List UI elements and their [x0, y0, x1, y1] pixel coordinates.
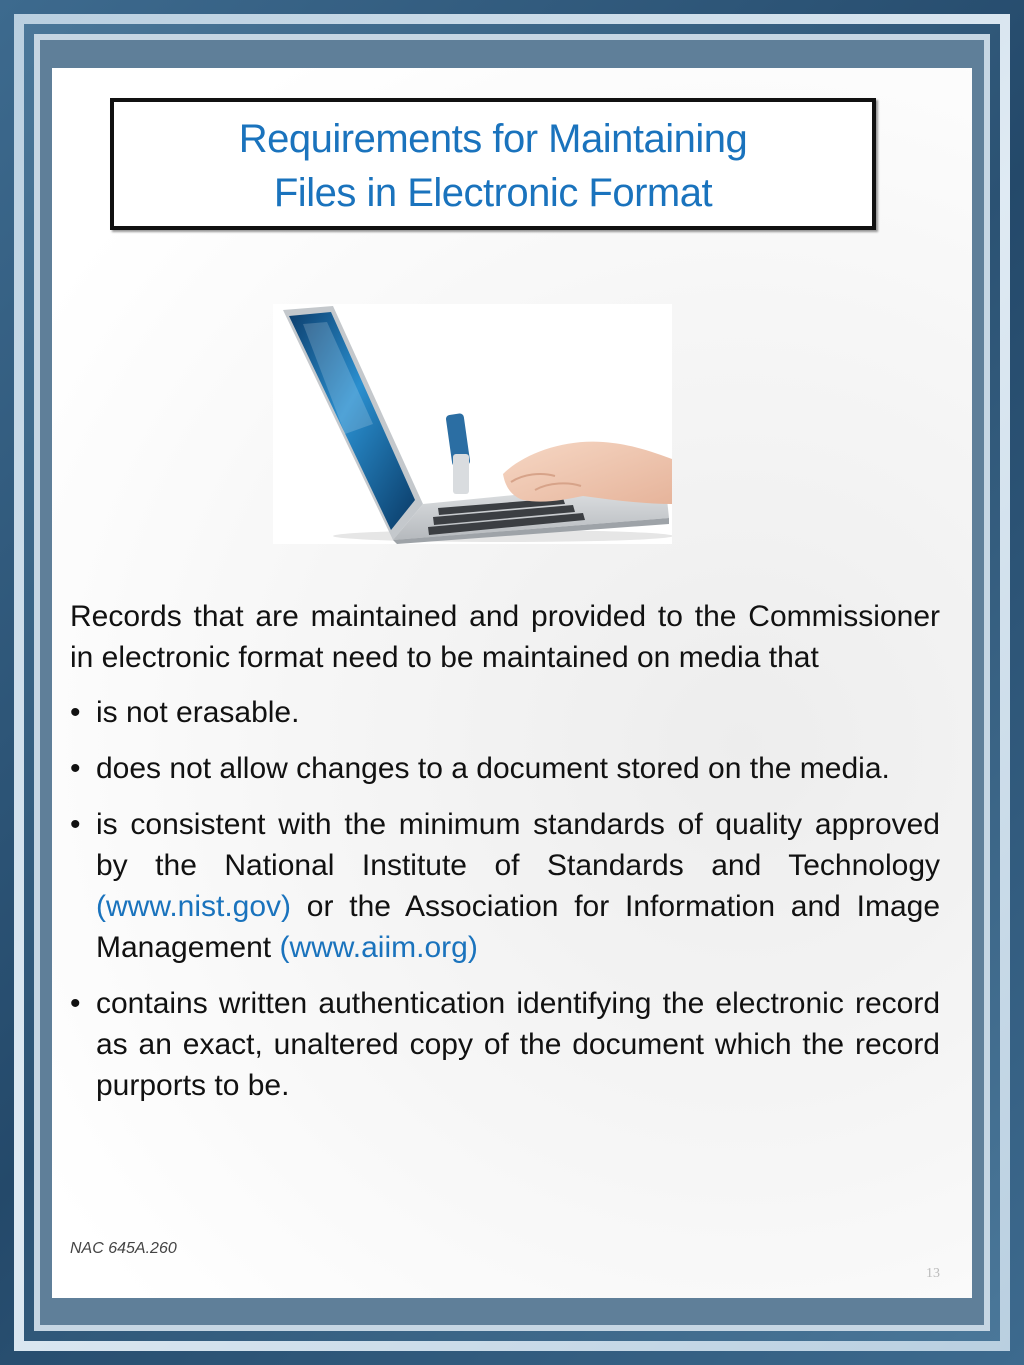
list-item-text: does not allow changes to a document stored on the media. — [96, 752, 890, 785]
body-text — [70, 596, 940, 1121]
title-line-1: Requirements for Maintaining — [238, 117, 748, 161]
bullet-icon: • — [70, 987, 81, 1020]
intro-paragraph: Records that are maintained and provided to the Commissioner in electronic format need to be maintained on media that — [70, 600, 940, 674]
page-title — [114, 102, 872, 220]
bullet-icon: • — [70, 808, 81, 841]
title-box — [110, 98, 876, 230]
bullet-icon: • — [70, 696, 81, 729]
list-item-text: is not erasable. — [96, 696, 300, 729]
list-item — [70, 692, 940, 733]
bullet-icon: • — [70, 752, 81, 785]
list-item-text: is consistent with the minimum standards of quality approved by the National Institute of Standards and Technology — [96, 808, 940, 882]
nist-link[interactable]: (www.nist.gov) — [96, 890, 292, 923]
slide-content — [52, 68, 972, 1298]
laptop-icon — [273, 304, 672, 544]
requirements-list — [70, 692, 940, 1106]
list-item — [70, 983, 940, 1106]
list-item-text: contains written authentication identifying the electronic record as an exact, unaltered copy of the document which the record purports to be. — [96, 987, 940, 1102]
aiim-link[interactable]: (www.aiim.org) — [279, 931, 478, 964]
laptop-typing-illustration — [273, 304, 672, 544]
list-item — [70, 748, 940, 789]
list-item-text: or the Association for Information and Image Management — [96, 890, 940, 964]
list-item — [70, 804, 940, 968]
citation: NAC 645A.260 — [70, 1240, 177, 1257]
page-number: 13 — [926, 1266, 940, 1281]
title-line-2: Files in Electronic Format — [273, 171, 713, 215]
